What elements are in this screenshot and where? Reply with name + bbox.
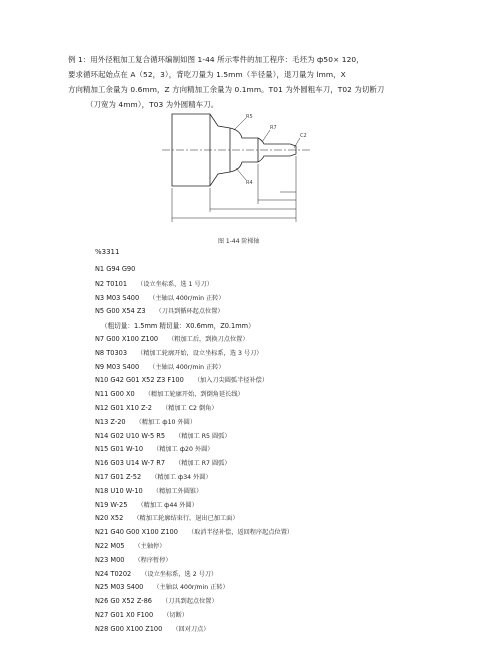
- label-r4: R4: [246, 180, 253, 186]
- program-comment: （回对刀点）: [172, 625, 210, 633]
- program-line: [95, 458, 231, 467]
- program-line: [95, 279, 213, 288]
- program-comment: （主轴以 400r/min 正转）: [153, 584, 229, 592]
- program-line: [95, 265, 145, 273]
- program-line: [95, 596, 218, 605]
- program-comment: （设立坐标系，选 1 号刀）: [137, 280, 213, 288]
- label-r7: R7: [270, 125, 277, 131]
- program-code: N24 T0202: [95, 569, 132, 578]
- program-comment: （粗加工后，到换刀点位置）: [168, 336, 249, 343]
- program-code: N18 U10 W-10: [95, 486, 143, 495]
- program-comment: （精加工外圆锥）: [152, 487, 203, 495]
- program-line: [101, 320, 265, 330]
- program-line: [95, 541, 165, 550]
- intro-line-2: 要求循环起始点在 A（52，3），背吃刀量为 1.5mm（半径量），退刀量为 lmm，X: [68, 70, 346, 79]
- program-code: N14 G02 U10 W-5 R5: [95, 431, 166, 440]
- program-code: N2 T0101: [95, 279, 128, 288]
- program-code: N28 G00 X100 Z100: [95, 624, 163, 633]
- program-line: [95, 293, 225, 302]
- program-line: [95, 306, 224, 315]
- program-code: N23 M00: [95, 555, 125, 564]
- program-code: N9 M03 S400: [95, 362, 140, 371]
- program-number: %3311: [95, 248, 120, 256]
- program-line: [95, 431, 231, 440]
- program-code: N1 G94 G90: [95, 265, 136, 273]
- program-comment: （切断）: [163, 612, 188, 619]
- program-code: （粗切量：1.5mm 精切量：X0.6mm，Z0.1mm）: [101, 322, 255, 331]
- program-comment: （精加工 ф44 外圆）: [137, 501, 198, 509]
- program-comment: （精加工轮廓开始，到倒角延长线）: [144, 391, 244, 399]
- program-line: [95, 500, 198, 509]
- program-code: N26 G0 X52 Z-86: [95, 597, 152, 606]
- program-comment: （取消半径补偿，返回程序起点位置）: [187, 529, 294, 537]
- program-comment: （设立坐标系，选 2 号刀）: [141, 570, 218, 578]
- program-code: N12 G01 X10 Z-2: [95, 404, 152, 412]
- program-code: N8 T0303: [95, 348, 128, 357]
- program-comment: （精加工 R7 圆弧）: [175, 460, 231, 468]
- program-code: N7 G00 X100 Z100: [95, 335, 159, 343]
- program-code: N21 G40 G00 X100 Z100: [95, 528, 178, 537]
- figure-caption: 图 1-44 阶梯轴: [218, 238, 260, 245]
- program-line: [95, 555, 172, 564]
- program-line: [95, 417, 196, 426]
- program-comment: （精加工轮廓开始，设立坐标系，选 3 号刀）: [137, 349, 263, 357]
- program-code: N10 G42 G01 X52 Z3 F100: [95, 376, 184, 385]
- program-line: [95, 610, 188, 619]
- program-code: N22 M05: [95, 542, 125, 550]
- program-comment: （主轴以 400r/min 正转）: [149, 294, 225, 302]
- program-code: N25 M03 S400: [95, 583, 144, 592]
- intro-line-1: 例 1：用外径粗加工复合循环编制如图 1-44 所示零件的加工程序：毛坯为 ф50× 120，: [68, 55, 364, 64]
- intro-line-3: 方向精加工余量为 0.6mm，Z 方向精加工余量为 0.1mm。T01 为外圆粗车刀，T02 为切断刀: [68, 85, 385, 94]
- program-comment: （程序暂停）: [134, 556, 172, 564]
- program-line: [95, 527, 293, 536]
- program-code: N20 X52: [95, 514, 124, 523]
- program-line: [95, 362, 225, 371]
- program-line: [95, 375, 268, 384]
- program-comment: （加入刀尖圆弧半径补偿）: [193, 377, 269, 385]
- program-line: [95, 582, 229, 591]
- program-code: N27 G01 X0 F100: [95, 611, 154, 619]
- label-c2: C2: [300, 133, 307, 139]
- program-line: [95, 444, 213, 453]
- program-code: N16 G03 U14 W-7 R7: [95, 459, 166, 468]
- program-comment: （精加工轮廓结束行，退出已加工面）: [133, 515, 239, 523]
- program-comment: （精加工 ф34 外圆）: [151, 474, 212, 481]
- program-line: [95, 513, 239, 522]
- program-code: N11 G00 X0: [95, 390, 135, 399]
- program-code: N17 G01 Z-52: [95, 473, 142, 481]
- program-comment: （精加工 ф20 外圆）: [153, 446, 214, 454]
- label-r5: R5: [246, 114, 253, 120]
- program-line: [95, 389, 244, 398]
- program-comment: （精加工 R5 圆弧）: [175, 432, 231, 440]
- program-line: [95, 486, 202, 495]
- program-line: [95, 403, 218, 412]
- program-code: N15 G01 W-10: [95, 445, 144, 454]
- program-comment: （刀具到起点位置）: [162, 598, 218, 606]
- program-comment: （精加工 C2 倒角）: [162, 405, 218, 412]
- program-comment: （刀具到循环起点位置）: [155, 308, 224, 316]
- program-code: N13 Z-20: [95, 417, 126, 426]
- program-line: [95, 334, 249, 343]
- program-code: N5 G00 X54 Z3: [95, 307, 146, 316]
- program-line: [95, 472, 212, 481]
- program-comment: （主轴以 400r/min 正转）: [149, 363, 225, 371]
- program-code: N19 W-25: [95, 500, 128, 509]
- program-comment: （精加工 ф10 外圆）: [135, 418, 197, 426]
- program-comment: （主轴停）: [134, 543, 166, 550]
- program-line: [95, 624, 209, 633]
- program-line: [95, 569, 217, 578]
- program-line: [95, 348, 262, 357]
- program-code: N3 M03 S400: [95, 293, 140, 302]
- intro-line-4: （刀宽为 4mm），T03 为外圆精车刀。: [86, 100, 219, 109]
- stepped-shaft-drawing: [150, 112, 350, 230]
